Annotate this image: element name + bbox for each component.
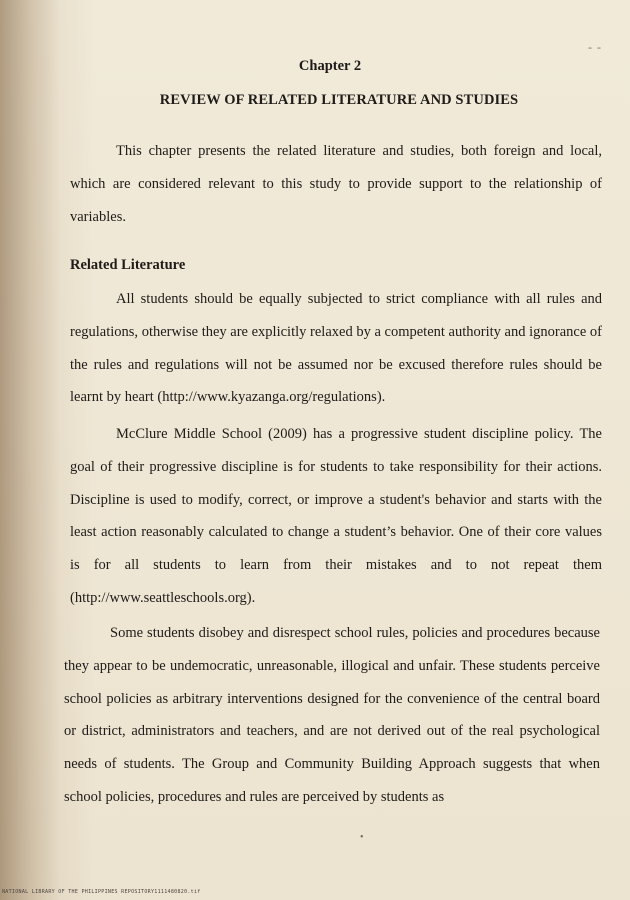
page-mark: •: [360, 832, 364, 843]
body-paragraph: All students should be equally subjected to strict compliance with all rules and regulations, otherwise they are explicitly relaxed by a competent authority and ignorance of the rules and regulations will not be assumed nor be excused therefore rules should be learnt by heart (http://www.kyazanga.org/regulations).: [70, 291, 602, 406]
chapter-title: Chapter 2: [298, 58, 362, 74]
intro-paragraph: This chapter presents the related literature and studies, both foreign and local, which are considered relevant to this study to provide support to the relationship of variables.: [70, 143, 602, 225]
corner-mark: - -: [588, 40, 602, 54]
body-paragraph: McClure Middle School (2009) has a progressive student discipline policy. The goal of their progressive discipline is for students to take responsibility for their actions. Discipline is used to modify, correct, or improve a student's behavior and starts with the least action reasonably calculated to change a student’s behavior. One of their core values is for all students to learn from their mistakes and to not repeat them (http://www.seattleschools.org).: [70, 426, 602, 606]
section-subheading: Related Literature: [70, 257, 186, 273]
scan-footer-stamp: NATIONAL LIBRARY OF THE PHILIPPINES REPOSITORY1111480820.tif: [2, 889, 201, 895]
chapter-heading: REVIEW OF RELATED LITERATURE AND STUDIES: [159, 92, 519, 108]
body-paragraph: Some students disobey and disrespect school rules, policies and procedures because they appear to be undemocratic, unreasonable, illogical and unfair. These students perceive school policies as arbitrary interventions designed for the convenience of the central board or district, administrators and teachers, and are not derived out of the real psychological needs of students. The Group and Community Building Approach suggests that when school policies, procedures and rules are perceived by students as: [64, 625, 600, 805]
